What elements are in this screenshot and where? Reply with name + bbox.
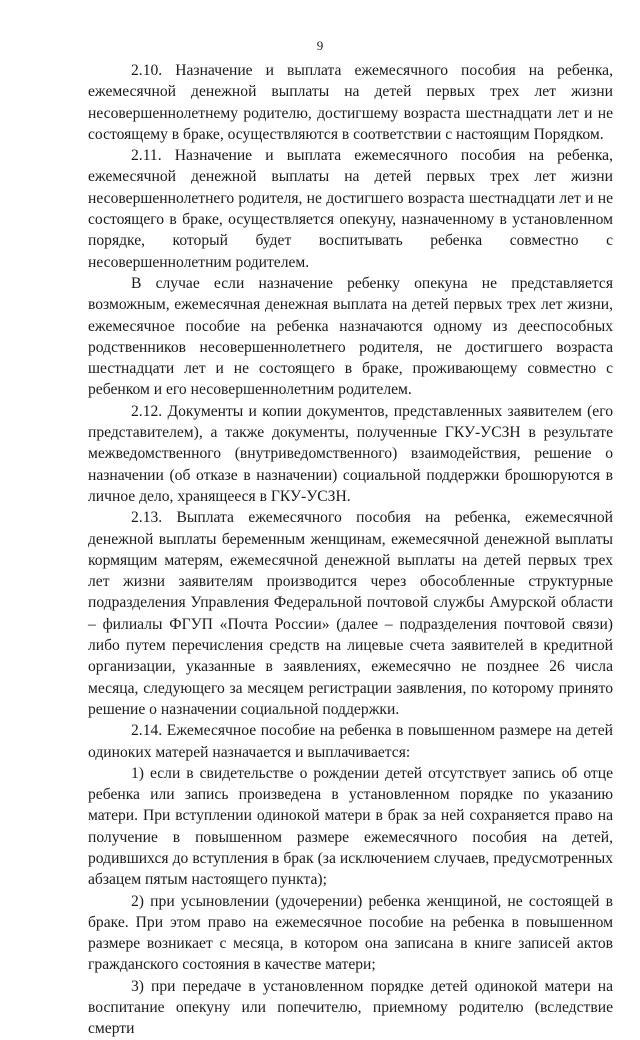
paragraph-2-14: 2.14. Ежемесячное пособие на ребенка в повышенном размере на детей одиноких матерей назначается и выплачивается:	[88, 722, 613, 761]
paragraph-item-1: 1) если в свидетельстве о рождении детей отсутствует запись об отце ребенка или запись произведена в установленном порядке по указанию матери. При вступлении одинокой матери в брак за ней сохраняется право на получение в повышенном размере ежемесячного пособия на детей, родившихся до вступления в брак (за исключением случаев, предусмотренных абзацем пятым настоящего пункта);	[88, 764, 613, 889]
page-number: 9	[316, 38, 324, 53]
paragraph-2-13: 2.13. Выплата ежемесячного пособия на ребенка, ежемесячной денежной выплаты беременным женщинам, ежемесячной денежной выплаты кормящим матерям, ежемесячной денежной выплаты на детей первых трех лет жизни заявителям производится через обособленные структурные подразделения Управления Федеральной почтовой службы Амурской области – филиалы ФГУП «Почта России» (далее – подразделения почтовой связи) либо путем перечисления средств на лицевые счета заявителей в кредитной организации, указанные в заявлениях, ежемесячно не позднее 26 числа месяца, следующего за месяцем регистрации заявления, по которому принято решение о назначении социальной поддержки.	[88, 509, 613, 718]
document-body	[88, 60, 613, 1040]
paragraph-item-3: 3) при передаче в установленном порядке детей одинокой матери на воспитание опекуну или попечителю, приемному родителю (вследствие смерти	[88, 977, 613, 1038]
paragraph-2-10: 2.10. Назначение и выплата ежемесячного пособия на ребенка, ежемесячной денежной выплаты на детей первых трех лет жизни несовершеннолетнему родителю, достигшему возраста шестнадцати лет и не состоящему в браке, осуществляются в соответствии с настоящим Порядком.	[88, 62, 613, 143]
paragraph-guardian-case: В случае если назначение ребенку опекуна не представляется возможным, ежемесячная денежная выплата на детей первых трех лет жизни, ежемесячное пособие на ребенка назначаются одному из дееспособных родственников несовершеннолетнего родителя, не достигшего возраста шестнадцати лет и не состоящего в браке, проживающему совместно с ребенком и его несовершеннолетним родителем.	[88, 274, 613, 399]
paragraph-2-11: 2.11. Назначение и выплата ежемесячного пособия на ребенка, ежемесячной денежной выплаты на детей первых трех лет жизни несовершеннолетнего родителя, не достигшего возраста шестнадцати лет и не состоящего в браке, осуществляется опекуну, назначенному в установленном порядке, который будет воспитывать ребенка совместно с несовершеннолетним родителем.	[88, 147, 613, 271]
paragraph-2-12: 2.12. Документы и копии документов, представленных заявителем (его представителем), а также документы, полученные ГКУ-УСЗН в результате межведомственного (внутриведомственного) взаимодействия, решение о назначении (об отказе в назначении) социальной поддержки брошюруются в личное дело, хранящееся в ГКУ-УСЗН.	[88, 402, 613, 505]
paragraph-item-2: 2) при усыновлении (удочерении) ребенка женщиной, не состоящей в браке. При этом право на ежемесячное пособие на ребенка в повышенном размере возникает с месяца, в котором она записана в книге записей актов гражданского состояния в качестве матери;	[88, 892, 613, 974]
